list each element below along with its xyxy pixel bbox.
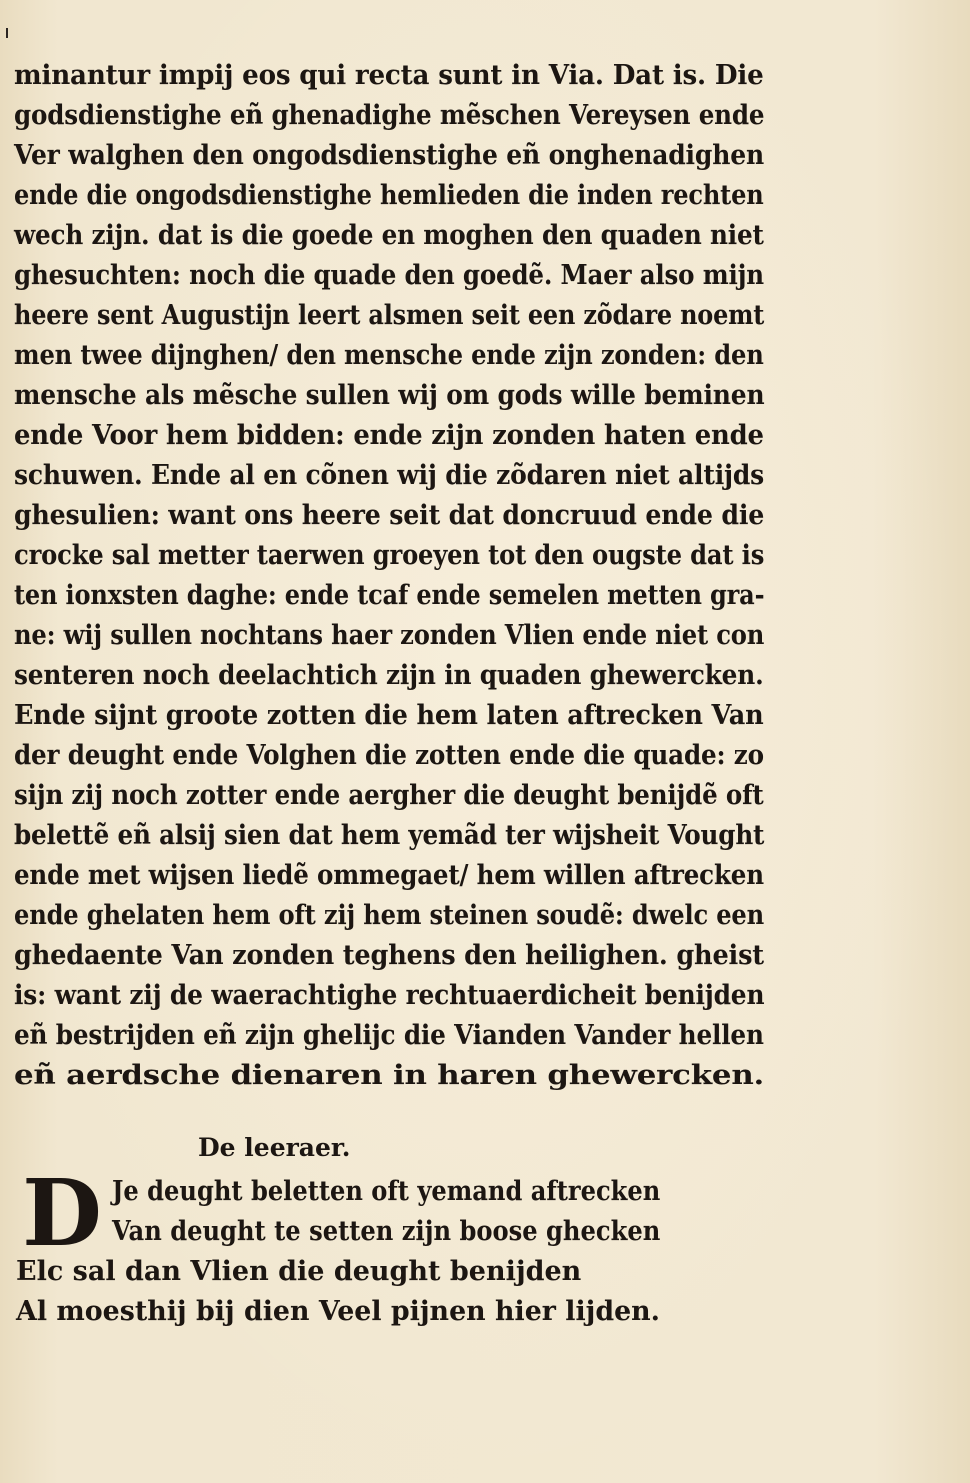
body-line: mensche als mẽsche sullen wij om gods wille beminen — [14, 380, 765, 411]
body-line: belettẽ eñ alsij sien dat hem yemãd ter wijsheit Vought — [14, 820, 765, 851]
verse-line: Elc sal dan Vlien die deught benijden — [16, 1256, 582, 1287]
body-line: ende ghelaten hem oft zij hem steinen soudẽ: dwelc een — [14, 900, 764, 931]
body-line: godsdienstighe eñ ghenadighe mẽschen Vereysen ende — [14, 100, 765, 131]
body-line: men twee dijnghen/ den mensche ende zijn zonden: den — [14, 340, 764, 371]
body-line: der deught ende Volghen die zotten ende die quade: zo — [14, 740, 764, 771]
body-line: sijn zij noch zotter ende aergher die deught benijdẽ oft — [14, 780, 764, 811]
body-line: eñ aerdsche dienaren in haren ghewercken. — [14, 1060, 765, 1091]
body-line: is: want zij de waerachtighe rechtuaerdicheit benijden — [14, 980, 765, 1011]
body-line: ten ionxsten daghe: ende tcaf ende semelen metten gra- — [14, 580, 765, 611]
page-edge-mark — [6, 28, 8, 38]
body-line: schuwen. Ende al en cõnen wij die zõdaren niet altijds — [14, 460, 765, 491]
body-line: senteren noch deelachtich zijn in quaden ghewercken. — [14, 660, 764, 691]
body-line: Ende sijnt groote zotten die hem laten aftrecken Van — [14, 700, 764, 731]
body-line: ghesuchten: noch die quade den goedẽ. Maer also mijn — [14, 260, 764, 291]
verse-line: Je deught beletten oft yemand aftrecken — [112, 1176, 661, 1207]
body-line: ende Voor hem bidden: ende zijn zonden haten ende — [14, 420, 764, 451]
body-line: minantur impij eos qui recta sunt in Via. Dat is. Die — [14, 60, 764, 91]
body-line: Ver walghen den ongodsdienstighe eñ onghenadighen — [14, 140, 764, 171]
verse-line: Al moesthij bij dien Veel pijnen hier lijden. — [16, 1296, 661, 1327]
verse-line: Van deught te setten zijn boose ghecken — [112, 1216, 661, 1247]
body-line: ghesulien: want ons heere seit dat doncruud ende die — [14, 500, 765, 531]
body-line: eñ bestrijden eñ zijn ghelijc die Vianden Vander hellen — [14, 1020, 764, 1051]
body-line: heere sent Augustijn leert alsmen seit een zõdare noemt — [14, 300, 765, 331]
drop-cap-initial: D — [22, 1159, 102, 1267]
body-line: wech zijn. dat is die goede en moghen den quaden niet — [14, 220, 764, 251]
body-line: ghedaente Van zonden teghens den heilighen. gheist — [14, 940, 764, 971]
body-line: ne: wij sullen nochtans haer zonden Vlien ende niet con — [14, 620, 765, 651]
body-line: crocke sal metter taerwen groeyen tot den ougste dat is — [14, 540, 765, 571]
body-line: ende met wijsen liedẽ ommegaet/ hem willen aftrecken — [14, 860, 764, 891]
section-heading: De leeraer. — [198, 1133, 351, 1162]
body-line: ende die ongodsdienstighe hemlieden die inden rechten — [14, 180, 764, 211]
